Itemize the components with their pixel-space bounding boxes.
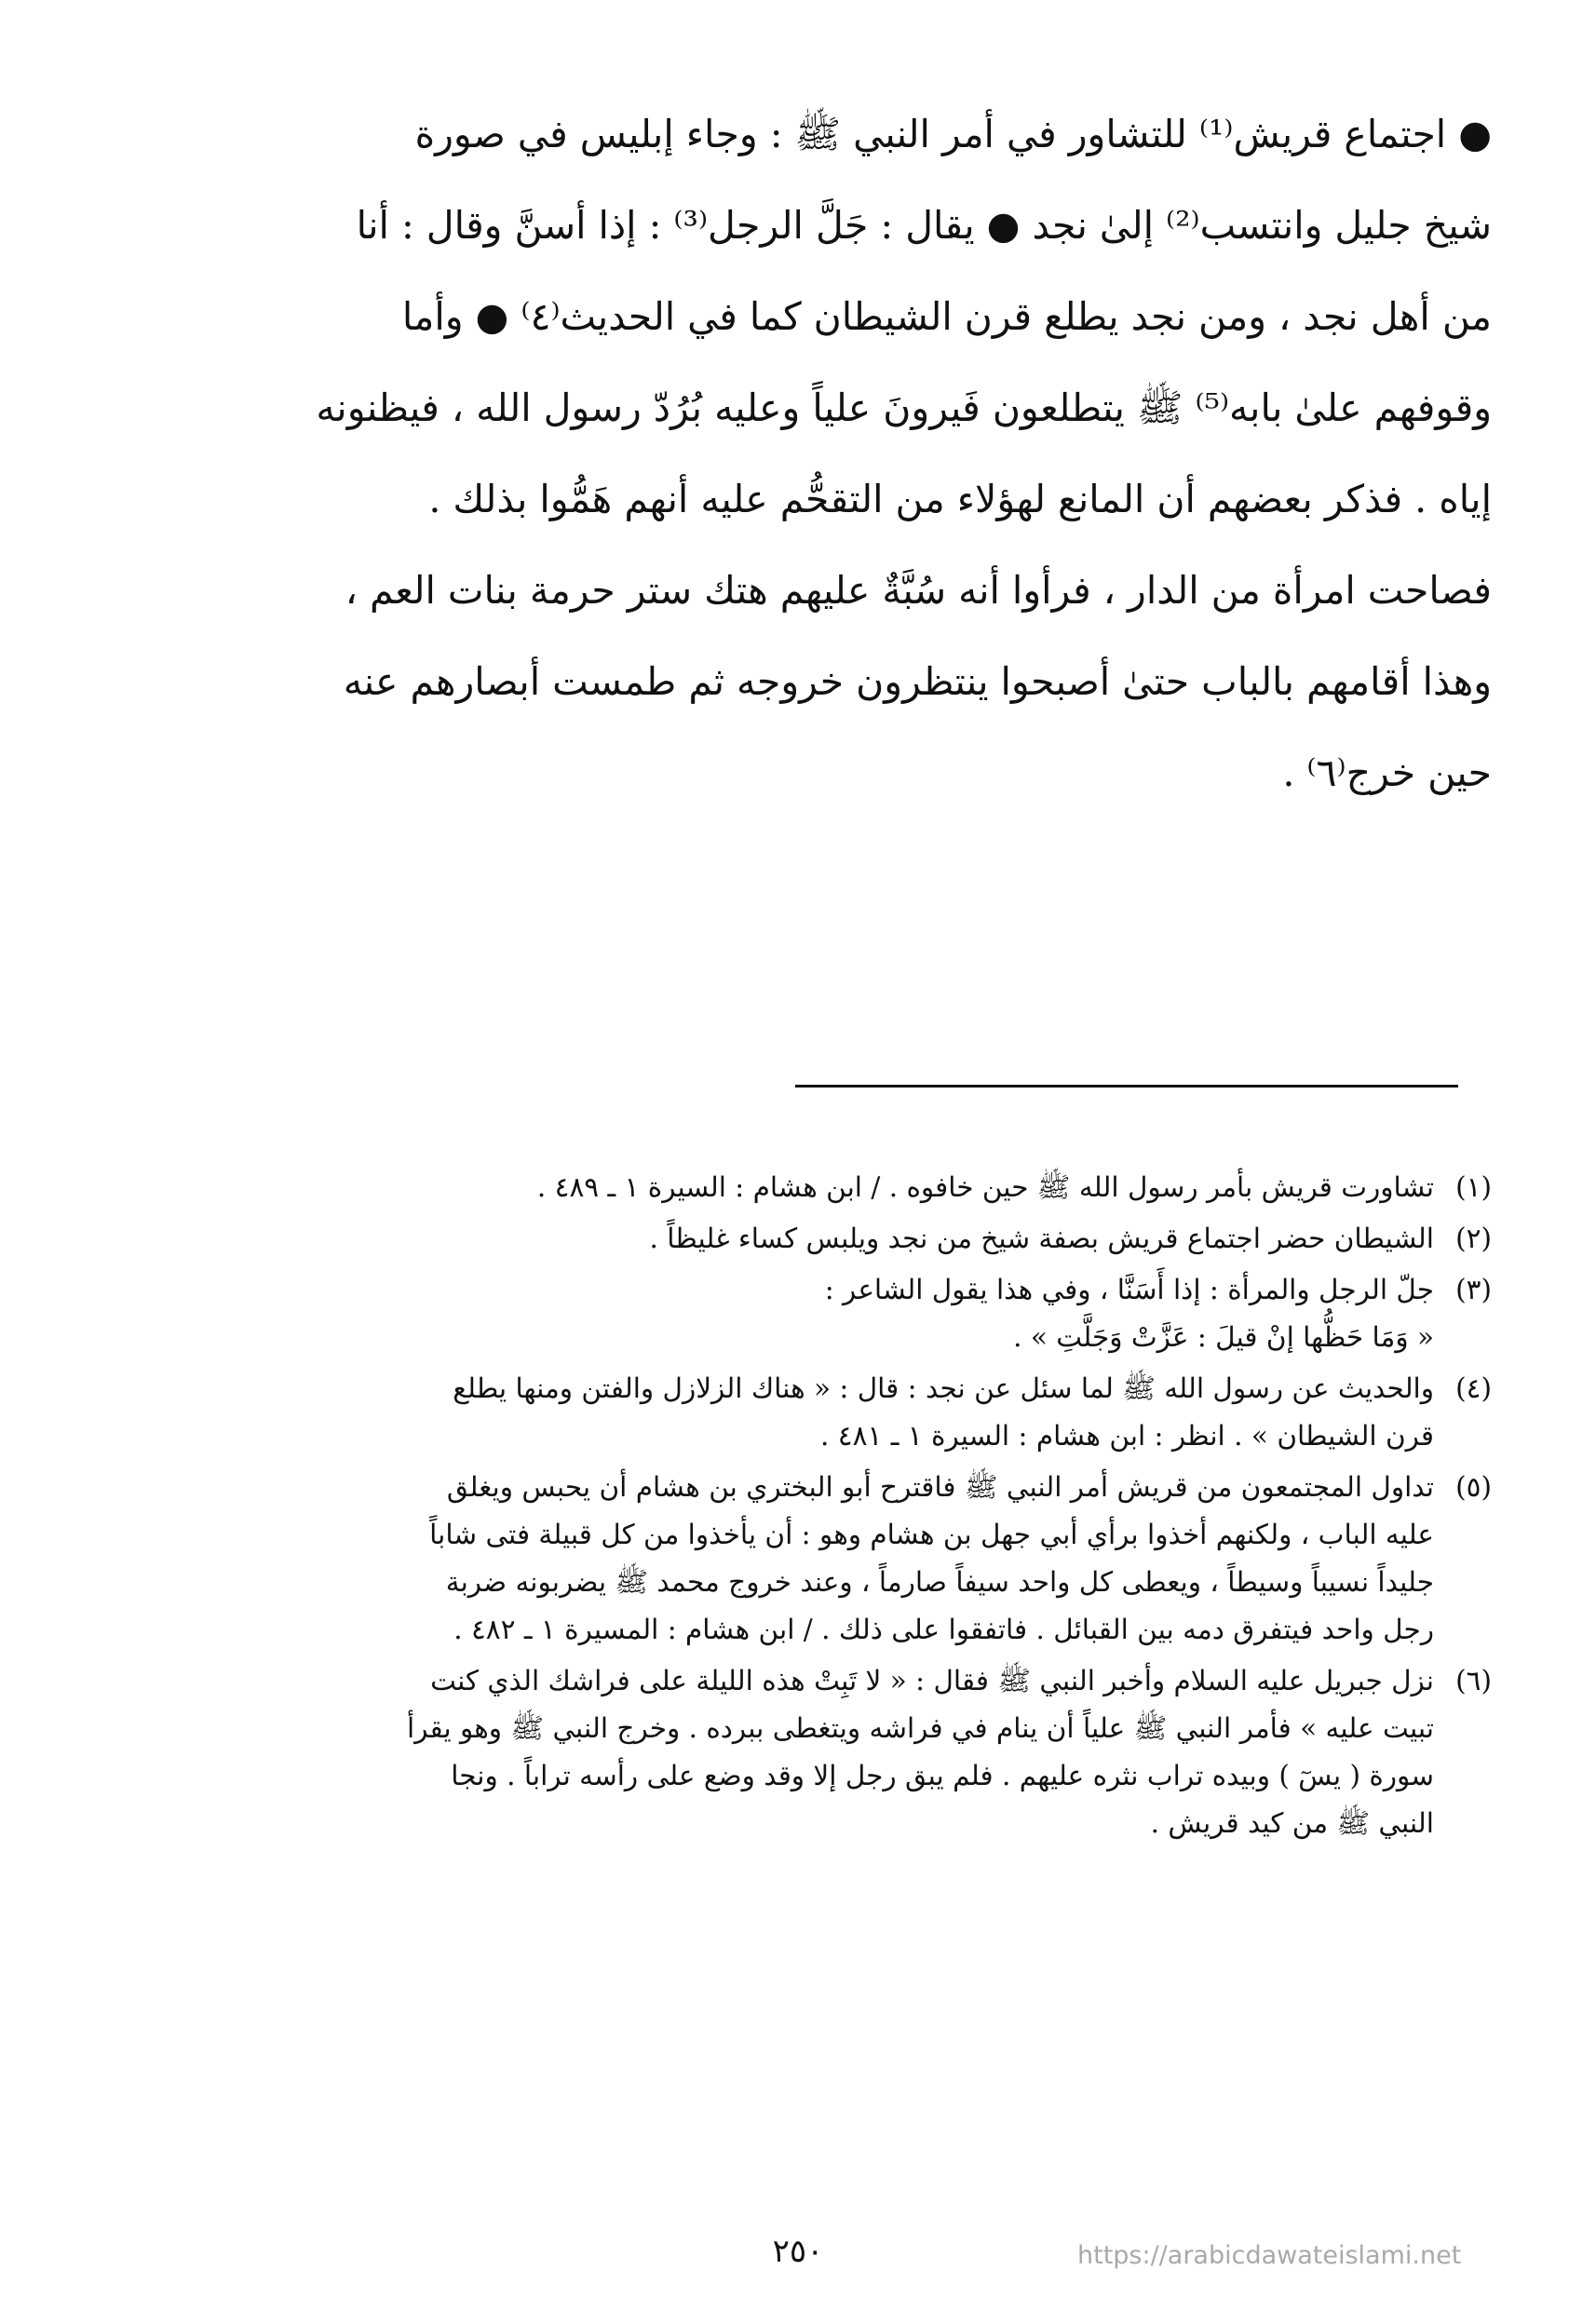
footnote-line: سورة ( يسٓ ) وبيده تراب نثره عليهم . فلم يبق رجل إلا وقد وضع على رأسه تراباً . ونجا [451, 1760, 1434, 1791]
footnotes [98, 1164, 1492, 1851]
footnote-body [98, 1266, 1434, 1361]
footnote-body [98, 1164, 1434, 1211]
main-line: ● اجتماع قريش⁽¹⁾ للتشاور في أمر النبي ﷺ : وجاء إبليس في صورة [414, 112, 1492, 156]
footnote-line: الشيطان حضر اجتماع قريش بصفة شيخ من نجد ويلبس كساء غليظاً . [649, 1223, 1434, 1254]
footnote-divider [795, 1085, 1458, 1088]
footnote-line: نزل جبريل عليه السلام وأخبر النبي ﷺ فقال : « لا تَبِتْ هذه الليلة على فراشك الذي كنت [430, 1665, 1434, 1696]
footnote-3 [98, 1266, 1492, 1361]
footnote-line: النبي ﷺ من كيد قريش . [1150, 1807, 1434, 1839]
footnote-5 [98, 1464, 1492, 1654]
footnote-2 [98, 1215, 1492, 1263]
main-line: من أهل نجد ، ومن نجد يطلع قرن الشيطان كما في الحديث⁽٤⁾ ● وأما [401, 294, 1492, 339]
footnote-line: تداول المجتمعون من قريش أمر النبي ﷺ فاقترح أبو البختري بن هشام أن يحبس ويغلق [446, 1471, 1434, 1503]
footnote-body [98, 1215, 1434, 1263]
footnote-line: جليداً نسيباً وسيطاً ، ويعطى كل واحد سيفاً صارماً ، وعند خروج محمد ﷺ يضربونه ضربة [445, 1566, 1434, 1598]
main-line: فصاحت امرأة من الدار ، فرأوا أنه سُبَّةٌ عليهم هتك ستر حرمة بنات العم ، [345, 568, 1492, 613]
main-line: وهذا أقامهم بالباب حتىٰ أصبحوا ينتظرون خروجه ثم طمست أبصارهم عنه [343, 659, 1492, 704]
footnote-line: والحديث عن رسول الله ﷺ لما سئل عن نجد : قال : « هناك الزلازل والفتن ومنها يطلع [453, 1372, 1434, 1404]
footnote-number: (٢) [1455, 1223, 1492, 1254]
footnote-number: (١) [1455, 1171, 1492, 1203]
main-line: حين خرج⁽٦⁾ . [1282, 750, 1492, 795]
footnote-body [98, 1657, 1434, 1847]
footnote-line: قرن الشيطان » . انظر : ابن هشام : السيرة ١ ـ ٤٨١ . [820, 1420, 1434, 1452]
footnote-line: « وَمَا حَظُّها إنْ قيلَ : عَزَّتْ وَجَلَّتِ » . [1013, 1321, 1434, 1353]
watermark-url: https://arabicdawateislami.net [1077, 2241, 1462, 2270]
footnote-body [98, 1464, 1434, 1654]
footnote-6 [98, 1657, 1492, 1847]
footnote-line: جلّ الرجل والمرأة : إذا أَسَنَّا ، وفي هذا يقول الشاعر : [824, 1274, 1434, 1305]
main-line: إياه . فذكر بعضهم أن المانع لهؤلاء من التقحُّم عليه أنهم هَمُّوا بذلك . [428, 477, 1492, 521]
footnote-line: عليه الباب ، ولكنهم أخذوا برأي أبي جهل بن هشام وهو : أن يأخذوا من كل قبيلة فتى شاباً [429, 1519, 1434, 1550]
main-text-block [98, 88, 1492, 818]
footnote-number: (٤) [1455, 1372, 1492, 1404]
footnote-line: تشاورت قريش بأمر رسول الله ﷺ حين خافوه . / ابن هشام : السيرة ١ ـ ٤٨٩ . [536, 1171, 1434, 1203]
page-number: ٢٥٠ [772, 2233, 824, 2270]
footnote-4 [98, 1365, 1492, 1460]
footnote-number: (٣) [1455, 1274, 1492, 1305]
main-line: وقوفهم علىٰ بابه⁽⁵⁾ ﷺ يتطلعون فَيرونَ علياً وعليه بُرُدّ رسول الله ، فيظنونه [316, 385, 1492, 430]
footnote-line: رجل واحد فيتفرق دمه بين القبائل . فاتفقوا على ذلك . / ابن هشام : المسيرة ١ ـ ٤٨٢ . [453, 1614, 1434, 1645]
footnote-number: (٦) [1455, 1665, 1492, 1696]
footnote-line: تبيت عليه » فأمر النبي ﷺ علياً أن ينام في فراشه ويتغطى ببرده . وخرج النبي ﷺ وهو يقرأ [407, 1712, 1434, 1744]
footnote-number: (٥) [1455, 1471, 1492, 1503]
footnote-body [98, 1365, 1434, 1460]
main-line: شيخ جليل وانتسب⁽²⁾ إلىٰ نجد ● يقال : جَلَّ الرجل⁽³⁾ : إذا أسنَّ وقال : أنا [356, 203, 1492, 248]
footnote-1 [98, 1164, 1492, 1211]
